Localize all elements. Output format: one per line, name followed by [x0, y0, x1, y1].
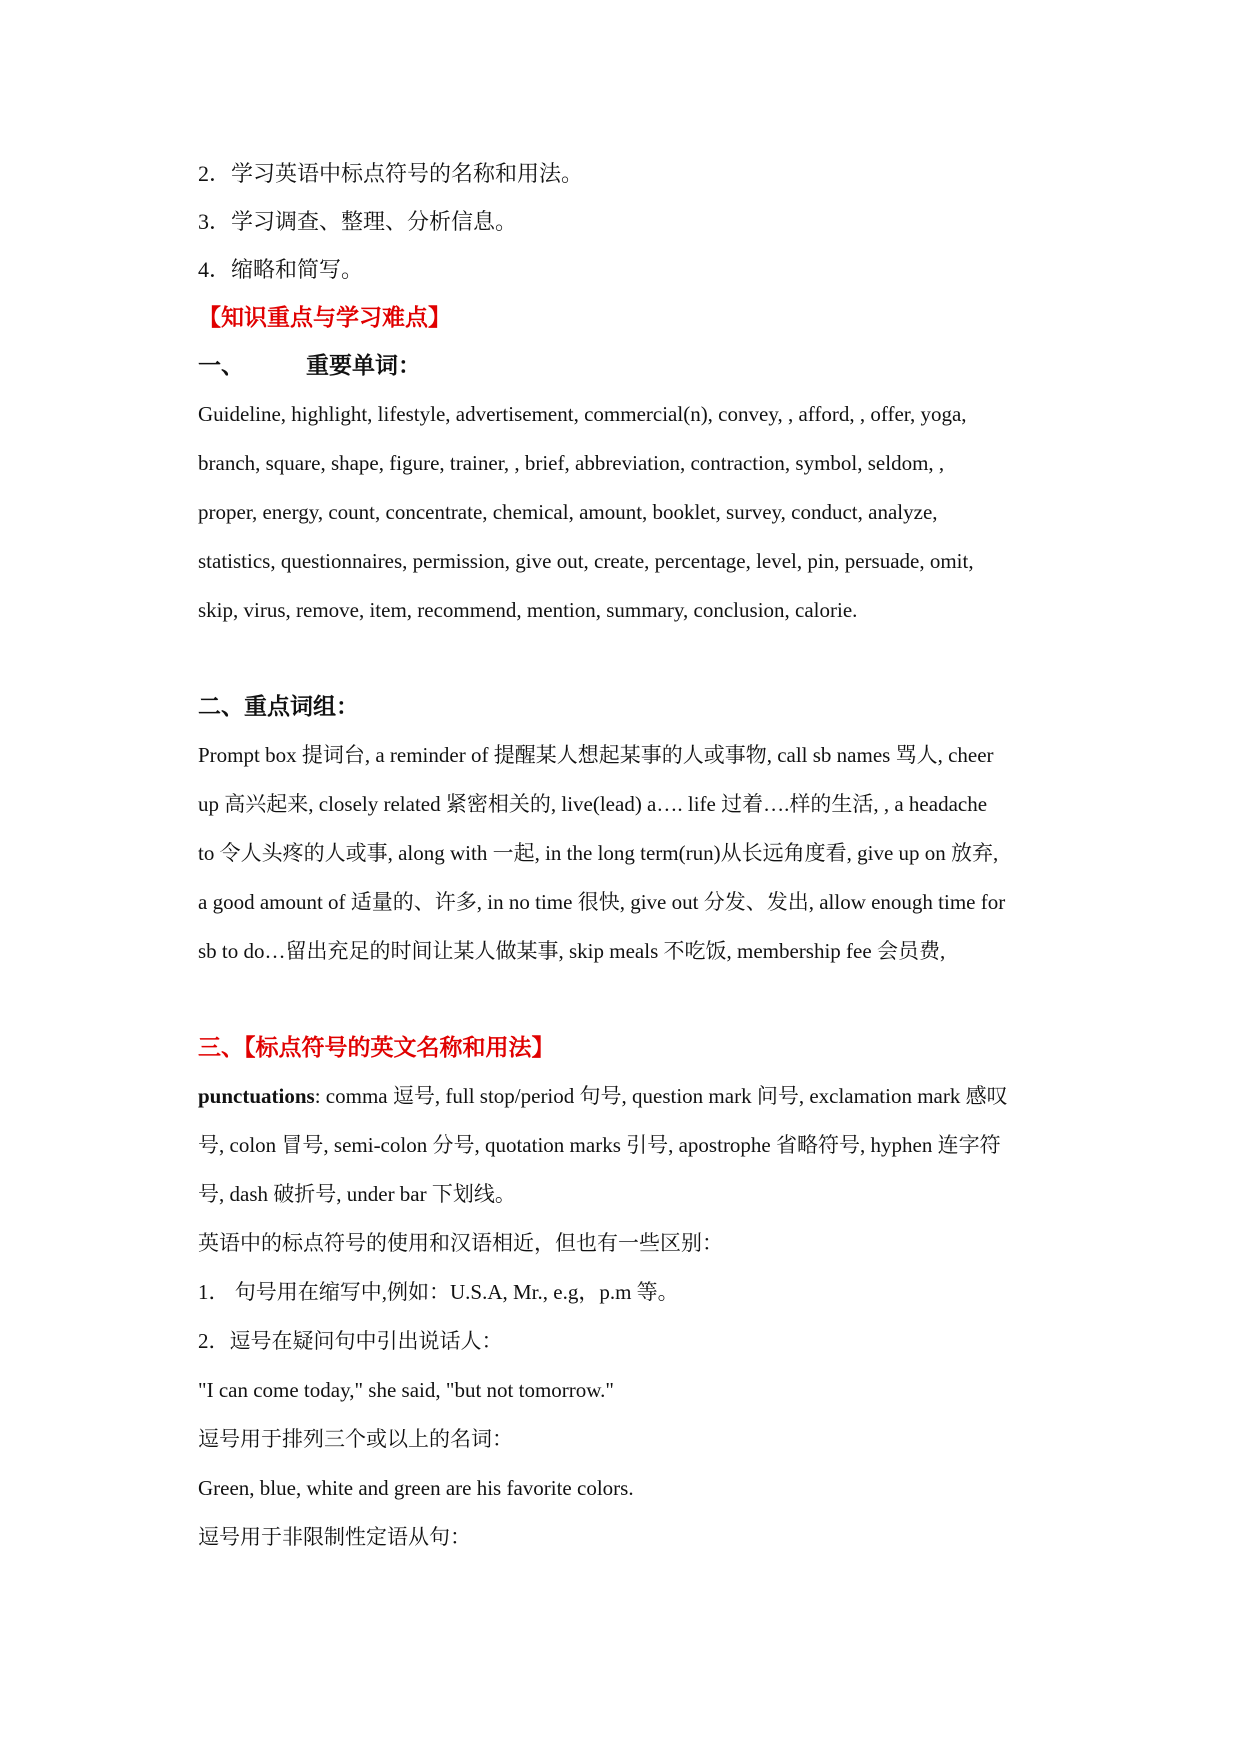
usage-line: 2．逗号在疑问句中引出说话人：	[198, 1329, 503, 1353]
punctuation-text: : comma 逗号, full stop/period 句号, question mark 问号, exclamation mark 感叹	[314, 1084, 1008, 1108]
section2-heading: 二、重点词组：	[198, 694, 359, 719]
punctuations-label: punctuations	[198, 1084, 315, 1108]
phrase-line: a good amount of 适量的、许多, in no time 很快, give out 分发、发出, allow enough time for	[198, 890, 1006, 914]
blank-line	[198, 976, 1044, 1024]
blank-line	[198, 635, 1044, 683]
intro-list	[198, 150, 1044, 294]
section1-title: 重要单词：	[306, 353, 421, 378]
usage-line: 1． 句号用在缩写中,例如：U.S.A, Mr., e.g，p.m 等。	[198, 1280, 679, 1304]
intro-item: 4．缩略和简写。	[198, 257, 364, 282]
usage-line: 逗号用于非限制性定语从句：	[198, 1525, 471, 1549]
phrase-line: to 令人头疼的人或事, along with 一起, in the long term(run)从长远角度看, give up on 放弃,	[198, 841, 999, 865]
intro-item: 3．学习调查、整理、分析信息。	[198, 209, 518, 234]
phrase-line: up 高兴起来, closely related 紧密相关的, live(lead) a…. life 过着….样的生活, , a headache	[198, 792, 988, 816]
phrase-line: sb to do…留出充足的时间让某人做某事, skip meals 不吃饭, membership fee 会员费,	[198, 939, 946, 963]
vocabulary-line: branch, square, shape, figure, trainer, , brief, abbreviation, contraction, symbol, seldom, ,	[198, 451, 945, 475]
vocabulary-line: proper, energy, count, concentrate, chemical, amount, booklet, survey, conduct, analyze,	[198, 500, 938, 524]
usage-line: 逗号用于排列三个或以上的名词：	[198, 1427, 513, 1451]
phrases-paragraph	[198, 731, 1044, 976]
vocabulary-line: Guideline, highlight, lifestyle, advertisement, commercial(n), convey, , afford, , offer, yoga,	[198, 402, 967, 426]
vocabulary-line: skip, virus, remove, item, recommend, mention, summary, conclusion, calorie.	[198, 598, 858, 622]
vocabulary-paragraph	[198, 390, 1044, 635]
example-sentence: "I can come today," she said, "but not tomorrow."	[198, 1378, 614, 1402]
usage-notes	[198, 1219, 1044, 1562]
section1-heading	[198, 342, 1044, 390]
section-title: 【知识重点与学习难点】	[198, 305, 451, 330]
document-page	[198, 150, 1044, 1562]
section3-heading: 三、【标点符号的英文名称和用法】	[198, 1035, 555, 1060]
intro-item: 2．学习英语中标点符号的名称和用法。	[198, 161, 584, 186]
phrase-line: Prompt box 提词台, a reminder of 提醒某人想起某事的人或事物, call sb names 骂人, cheer	[198, 743, 994, 767]
punctuation-line: 号, dash 破折号, under bar 下划线。	[198, 1182, 516, 1206]
vocabulary-line: statistics, questionnaires, permission, give out, create, percentage, level, pin, persuade, omit,	[198, 549, 974, 573]
punctuation-line: 号, colon 冒号, semi-colon 分号, quotation marks 引号, apostrophe 省略符号, hyphen 连字符	[198, 1133, 1001, 1157]
section1-number: 一、	[198, 353, 244, 378]
punctuation-line	[198, 1072, 1044, 1121]
example-sentence: Green, blue, white and green are his favorite colors.	[198, 1476, 634, 1500]
usage-line: 英语中的标点符号的使用和汉语相近，但也有一些区别：	[198, 1231, 723, 1255]
punctuation-paragraph	[198, 1072, 1044, 1219]
